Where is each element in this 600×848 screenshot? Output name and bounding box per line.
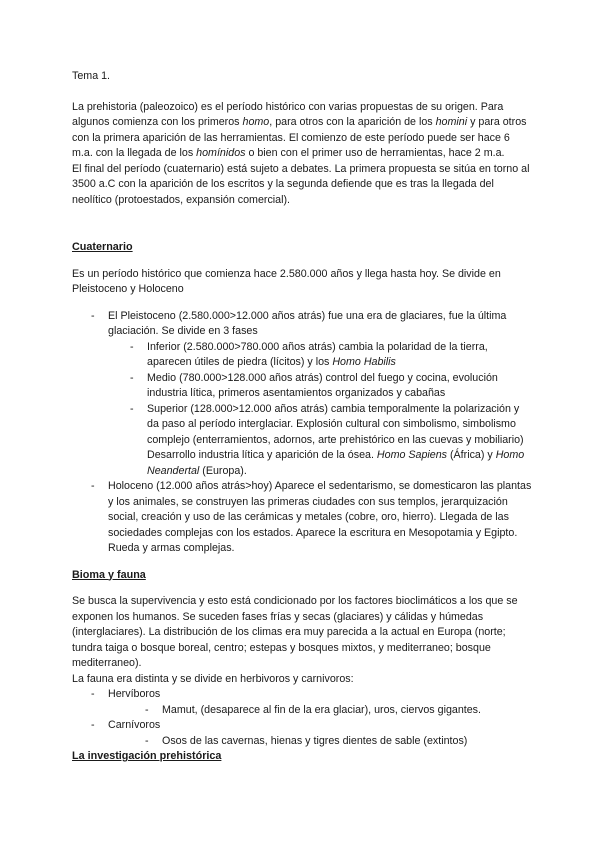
list-item-carnivoros: - Carnívoros - Osos de las cavernas, hienas y tigres dientes de sable (extintos) — [78, 718, 532, 749]
document-content — [72, 69, 532, 765]
list-item-pleistoceno: - El Pleistoceno (2.580.000>12.000 años atrás) fue una era de glaciares, fue la última glaciación. Se divide en 3 fases - Inferior (2.580.000>780.000 años atrás) cambia la polaridad de la tierra, aparecen útiles de piedra (lícitos) y los Homo Habilis - Medio (780.000>128.000 años atrás) control del fuego y cocina, evolución industria lítica, primeros asentamientos organizados y cabañas - Superior (128.000>12.000 años atrás) cambia temporalmente la polarización y da paso al período interglaciar. Explosión cultural con simbolismo, simbolismo complejo (enterramientos, adornos, arte prehistórico en las cuevas y mobiliario) Desarrollo industria lítica y aparición de la ósea. Homo Sapiens (África) y Homo Neandertal (Europa). — [78, 309, 532, 480]
list-item-herviboros-detail: - Mamut, (desaparece al fin de la era glaciar), uros, ciervos gigantes. — [145, 703, 532, 719]
section-heading-investigacion: La investigación prehistórica — [72, 750, 222, 762]
list-item-inferior: - Inferior (2.580.000>780.000 años atrás) cambia la polaridad de la tierra, aparecen útiles de piedra (lícitos) y los Homo Habilis — [130, 340, 532, 371]
cuaternario-intro: Es un período histórico que comienza hace 2.580.000 años y llega hasta hoy. Se divide en Pleistoceno y Holoceno — [72, 267, 501, 295]
bioma-paragraph-1: Se busca la supervivencia y esto está condicionado por los factores bioclimáticos a los que se exponen los humanos. Se suceden fases frías y secas (glaciares) y cálidas y húmedas (interglaciares). La distribución de los climas era muy parecida a la actual en Europa (norte; tundra taiga o bosque boreal, centro; estepas y bosques mixtos, y mediterraneo; bosque mediterraneo). — [72, 595, 518, 669]
list-item-holoceno: - Holoceno (12.000 años atrás>hoy) Aparece el sedentarismo, se domesticaron las plantas y los animales, se construyen las primeras ciudades con sus templos, jerarquización social, creación y uso de las cerámicas y metales (cobre, oro, hierro). Llegada de las sociedades complejas con los estados. Aparece la escritura en Mesopotamia y Egipto. Rueda y armas complejas. — [78, 479, 532, 557]
bioma-paragraph-2: La fauna era distinta y se divide en herbivoros y carnivoros: — [72, 672, 354, 685]
list-item-carnivoros-detail: - Osos de las cavernas, hienas y tigres dientes de sable (extintos) — [145, 734, 532, 750]
section-heading-cuaternario: Cuaternario — [72, 241, 133, 253]
intro-paragraph-2: El final del período (cuaternario) está sujeto a debates. La primera propuesta se sitúa en torno al 3500 a.C con la aparición de los escritos y la segunda defiende que es tras la llegada del neolítico (protoestados, expansión comercial). — [72, 162, 530, 206]
list-item-superior: - Superior (128.000>12.000 años atrás) cambia temporalmente la polarización y da paso al período interglaciar. Explosión cultural con simbolismo, simbolismo complejo (enterramientos, adornos, arte prehistórico en las cuevas y mobiliario) Desarrollo industria lítica y aparición de la ósea. Homo Sapiens (África) y Homo Neandertal (Europa). — [130, 402, 532, 480]
phase-list — [108, 340, 532, 480]
intro-paragraph-1: La prehistoria (paleozoico) es el período histórico con varias propuestas de su origen. Para algunos comienza con los primeros homo, para otros con la aparición de los homini y para otros con la primera aparición de las herramientas. El comienzo de este período puede ser hace 6 m.a. con la llegada de los homínidos o bien con el primer uso de herramientas, hace 2 m.a. — [72, 100, 527, 159]
section-heading-bioma: Bioma y fauna — [72, 568, 146, 581]
list-item-medio: - Medio (780.000>128.000 años atrás) control del fuego y cocina, evolución industria lítica, primeros asentamientos organizados y cabañas — [130, 371, 532, 402]
period-list — [72, 309, 532, 557]
list-item-herviboros: - Hervíboros - Mamut, (desaparece al fin de la era glaciar), uros, ciervos gigantes. — [78, 687, 532, 718]
fauna-list — [72, 687, 532, 749]
document-title: Tema 1. — [72, 70, 111, 82]
